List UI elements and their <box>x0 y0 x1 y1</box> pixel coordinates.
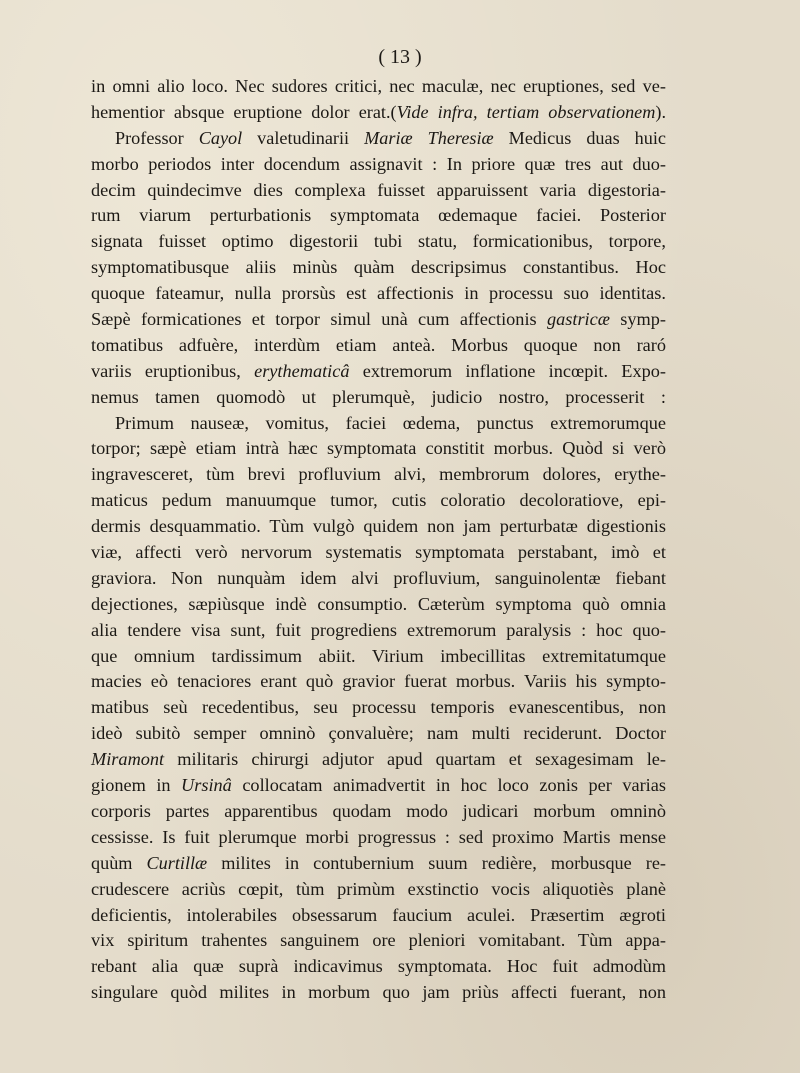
page-number: ( 13 ) <box>378 46 422 68</box>
text-line <box>91 178 666 204</box>
text-line <box>91 954 666 980</box>
text-line <box>91 618 666 644</box>
text-line <box>91 281 666 307</box>
text-segment: dejectiones, sæpiùsque indè consumptio. Cæterùm symptoma quò omnia <box>91 593 666 614</box>
text-segment: rum viarum perturbationis symptomata œdemaque faciei. Posterior <box>91 205 666 226</box>
text-segment: valetudinarii <box>242 127 365 148</box>
text-segment: signata fuisset optimo digestorii tubi statu, formicationibus, torpore, <box>91 231 666 252</box>
text-line <box>91 488 666 514</box>
text-segment: extremorum inflatione incœpit. Expo- <box>349 360 666 381</box>
text-segment: macies eò tenaciores erant quò gravior fuerat morbus. Variis his sympto- <box>91 671 666 692</box>
italic-text: Ursinâ <box>181 775 232 796</box>
text-segment: crudescere acriùs cœpit, tùm primùm exstinctio vocis aliquotiès planè <box>91 878 666 899</box>
text-segment: ingravesceret, tùm brevi profluvium alvi, membrorum dolores, erythe- <box>91 464 666 485</box>
text-segment: gionem in <box>91 775 182 796</box>
text-segment: symp- <box>609 309 666 330</box>
text-line <box>91 126 666 152</box>
text-line <box>91 928 666 954</box>
text-line <box>91 307 666 333</box>
text-line <box>91 540 666 566</box>
text-line <box>91 411 666 437</box>
text-line <box>91 669 666 695</box>
text-segment: ideò subitò semper omninò çonvaluère; nam multi reciderunt. Doctor <box>91 723 666 744</box>
text-segment: viæ, affecti verò nervorum systematis symptomata perstabant, imò et <box>91 542 666 563</box>
text-line <box>91 747 666 773</box>
text-segment: militaris chirurgi adjutor apud quartam et sexagesimam le- <box>164 749 666 770</box>
text-segment: graviora. Non nunquàm idem alvi profluvium, sanguinolentæ fiebant <box>91 567 666 588</box>
text-line <box>91 100 666 126</box>
text-segment: dermis desquammatio. Tùm vulgò quidem non jam perturbatæ digestionis <box>91 516 666 537</box>
text-line <box>91 385 666 411</box>
text-line <box>91 773 666 799</box>
text-segment: collocatam animadvertit in hoc loco zonis per varias <box>231 775 666 796</box>
text-segment: tomatibus adfuère, interdùm etiam anteà. Morbus quoque non raró <box>91 334 666 355</box>
text-line <box>91 74 666 100</box>
text-segment: Primum nauseæ, vomitus, faciei œdema, punctus extremorumque <box>115 412 666 433</box>
text-line <box>91 436 666 462</box>
text-segment: torpor; sæpè etiam intrà hæc symptomata constitit morbus. Quòd si verò <box>91 438 666 459</box>
text-segment: morbo periodos inter docendum assignavit : In priore quæ tres aut duo- <box>91 153 666 174</box>
italic-text: Mariæ Theresiæ <box>364 127 494 148</box>
text-segment: symptomatibusque aliis minùs quàm descripsimus constantibus. Hoc <box>91 257 666 278</box>
text-segment: corporis partes apparentibus quodam modo judicari morbum omninò <box>91 800 666 821</box>
text-line <box>91 877 666 903</box>
text-segment: alia tendere visa sunt, fuit progrediens extremorum paralysis : hoc quo- <box>91 619 666 640</box>
text-line <box>91 592 666 618</box>
text-segment: hementior absque eruptione dolor erat.( <box>91 101 397 122</box>
text-segment: nemus tamen quomodò ut plerumquè, judicio nostro, processerit : <box>91 386 666 407</box>
text-line <box>91 333 666 359</box>
text-segment: rebant alia quæ suprà indicavimus symptomata. Hoc fuit admodùm <box>91 956 666 977</box>
text-line <box>91 203 666 229</box>
italic-text: erythematicâ <box>254 360 350 381</box>
text-segment: vix spiritum trahentes sanguinem ore pleniori vomitabant. Tùm appa- <box>91 930 666 951</box>
text-line <box>91 695 666 721</box>
text-line <box>91 644 666 670</box>
text-line <box>91 566 666 592</box>
text-segment: quùm <box>91 852 147 873</box>
text-segment: deficientis, intolerabiles obsessarum faucium aculei. Præsertim ægroti <box>91 904 666 925</box>
text-segment: milites in contubernium suum redière, morbusque re- <box>207 852 666 873</box>
text-segment: decim quindecimve dies complexa fuisset apparuissent varia digestoria- <box>91 179 666 200</box>
text-segment: maticus pedum manuumque tumor, cutis coloratio decoloratiove, epi- <box>91 490 666 511</box>
text-line <box>91 255 666 281</box>
text-segment: Sæpè formicationes et torpor simul unà cum affectionis <box>91 309 547 330</box>
italic-text: Miramont <box>91 749 165 770</box>
text-line <box>91 851 666 877</box>
text-line <box>91 980 666 1006</box>
text-line <box>91 229 666 255</box>
italic-text: Cayol <box>198 127 243 148</box>
text-segment: Medicus duas huic <box>493 127 666 148</box>
text-segment: in omni alio loco. Nec sudores critici, nec maculæ, nec eruptiones, sed ve- <box>91 76 666 96</box>
text-segment: matibus seù recedentibus, seu processu temporis evanescentibus, non <box>91 697 666 718</box>
text-segment: que omnium tardissimum abiit. Virium imbecillitas extremitatumque <box>91 645 666 666</box>
text-segment: Professor <box>115 127 199 148</box>
body-text <box>91 74 666 1006</box>
text-line <box>91 514 666 540</box>
text-line <box>91 721 666 747</box>
text-segment: singulare quòd milites in morbum quo jam priùs affecti fuerant, non <box>91 982 666 1003</box>
text-segment: variis eruptionibus, <box>91 360 255 381</box>
italic-text: Vide infra, tertiam observationem <box>396 101 656 122</box>
text-segment: ). <box>655 101 666 122</box>
text-line <box>91 825 666 851</box>
text-line <box>91 359 666 385</box>
text-line <box>91 799 666 825</box>
text-line <box>91 462 666 488</box>
text-line <box>91 903 666 929</box>
text-segment: quoque fateamur, nulla prorsùs est affectionis in processu suo identitas. <box>91 283 666 304</box>
text-segment: cessisse. Is fuit plerumque morbi progressus : sed proximo Martis mense <box>91 826 666 847</box>
text-line <box>91 152 666 178</box>
italic-text: gastricæ <box>546 309 610 330</box>
italic-text: Curtillæ <box>146 852 208 873</box>
